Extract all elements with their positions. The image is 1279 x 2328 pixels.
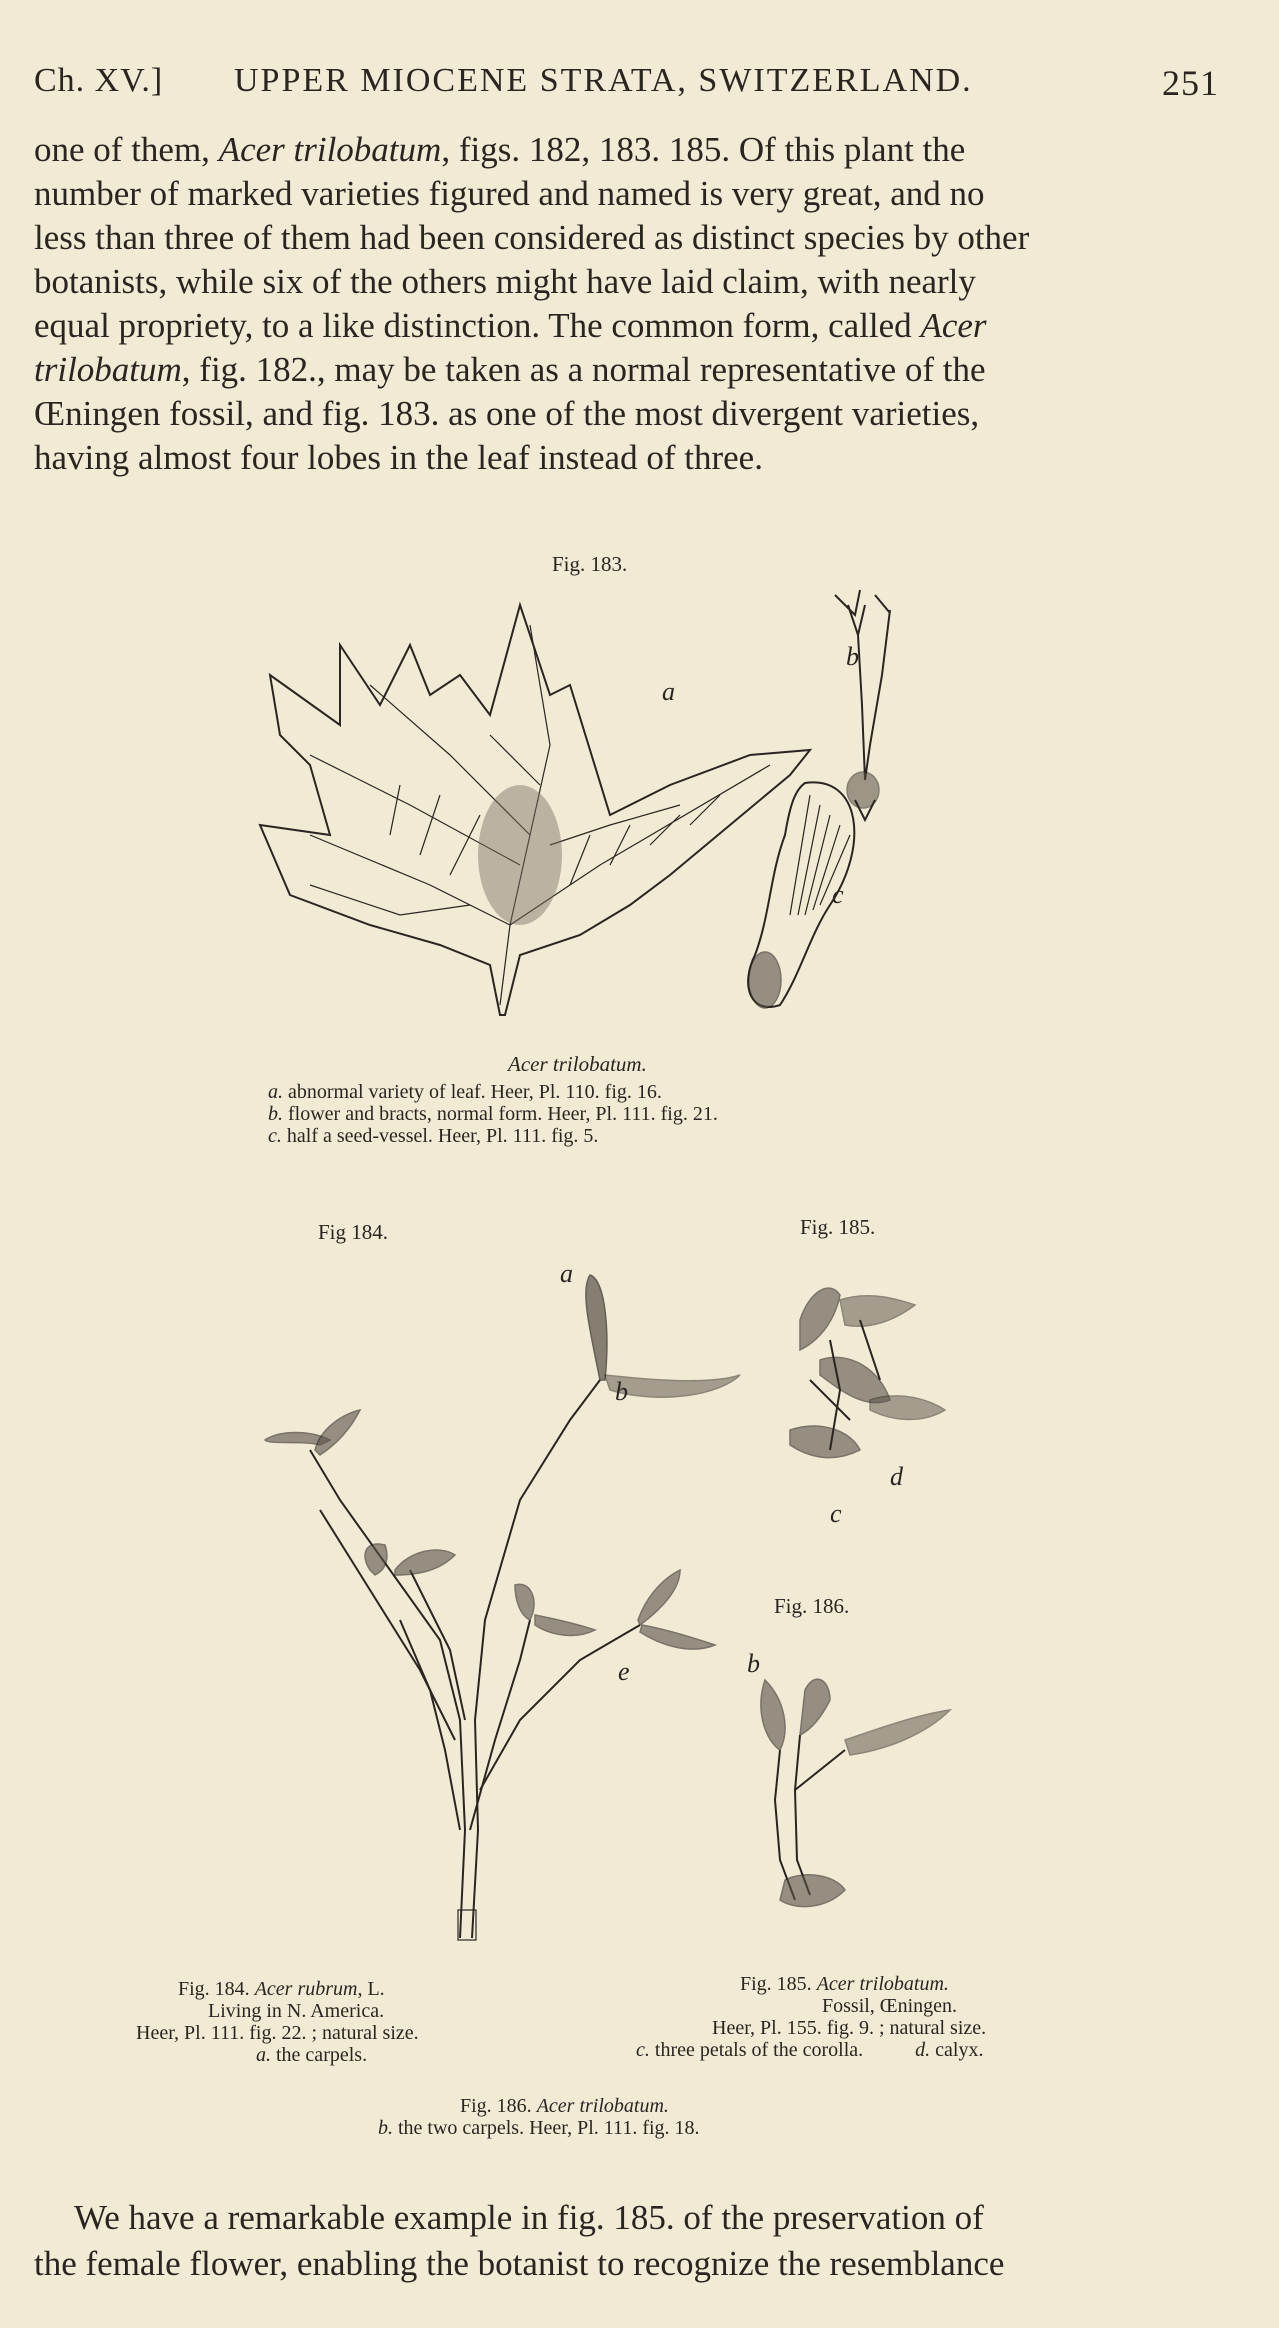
page-number: 251 bbox=[1162, 63, 1219, 103]
letter-c: c bbox=[830, 1499, 842, 1528]
caption-text: flower and bracts, normal form. Heer, Pl. 111. fig. 21. bbox=[288, 1103, 718, 1125]
caption-title: Acer trilobatum. bbox=[508, 1052, 647, 1076]
caption-row bbox=[268, 1103, 718, 1125]
caption-text: , L. bbox=[357, 1978, 385, 2000]
caption-row bbox=[740, 1973, 986, 1995]
caption-row bbox=[460, 2095, 700, 2117]
caption-key: c. bbox=[268, 1125, 282, 1147]
taxon-name: Acer trilobatum. bbox=[536, 2095, 669, 2117]
running-title: UPPER MIOCENE STRATA, SWITZERLAND. bbox=[234, 62, 973, 99]
caption-row bbox=[636, 2039, 986, 2061]
caption-text: half a seed-vessel. Heer, Pl. 111. fig. 5. bbox=[286, 1125, 599, 1147]
letter-c: c bbox=[832, 880, 844, 909]
text-line bbox=[34, 128, 1184, 172]
caption-text: the two carpels. Heer, Pl. 111. fig. 18. bbox=[393, 2117, 700, 2139]
text-line: Œningen fossil, and fig. 183. as one of the most divergent varieties, bbox=[34, 394, 980, 433]
text-line: having almost four lobes in the leaf instead of three. bbox=[34, 438, 763, 477]
text-line: botanists, while six of the others might have laid claim, with nearly bbox=[34, 262, 976, 301]
taxon-name: trilobatum bbox=[34, 350, 182, 389]
fig-185-caption bbox=[636, 1973, 987, 2061]
caption-key: c. bbox=[636, 2039, 650, 2061]
taxon-name: Acer trilobatum. bbox=[816, 1973, 949, 1995]
text-line bbox=[34, 304, 1184, 348]
text-line: less than three of them had been considered as distinct species by other bbox=[34, 218, 1030, 257]
acer-rubrum-branch-drawing bbox=[265, 1275, 740, 1940]
text-span: one of them, bbox=[34, 130, 219, 169]
caption-key: a. bbox=[268, 1081, 283, 1103]
text-span: , fig. 182., may be taken as a normal representative of the bbox=[181, 350, 986, 389]
flower-bracts-drawing bbox=[835, 590, 890, 820]
caption-text: Fig. 184. bbox=[178, 1978, 255, 2000]
caption-row bbox=[378, 2117, 700, 2139]
caption-row: Heer, Pl. 111. fig. 22. ; natural size. bbox=[136, 2022, 419, 2044]
text-line bbox=[34, 348, 1184, 392]
caption-row bbox=[178, 2044, 419, 2066]
fig-186-illustration bbox=[735, 1640, 965, 1920]
caption-text: Fig. 186. bbox=[460, 2095, 537, 2117]
taxon-name: Acer trilobatum bbox=[218, 130, 442, 169]
fig-183-label: Fig. 183. bbox=[552, 552, 628, 576]
caption-text: Fig. 185. bbox=[740, 1973, 817, 1995]
maple-leaf-drawing bbox=[260, 605, 810, 1015]
text-span: equal propriety, to a like distinction. The common form, called bbox=[34, 306, 921, 345]
fig-184-label: Fig 184. bbox=[318, 1220, 389, 1244]
caption-key: d. bbox=[915, 2039, 931, 2061]
text-span: , figs. 182, 183. 185. Of this plant the bbox=[441, 130, 966, 169]
fig-183-illustration bbox=[250, 585, 970, 1025]
fig-185-label: Fig. 185. bbox=[800, 1215, 876, 1239]
caption-key: b. bbox=[268, 1103, 283, 1125]
caption-row: Living in N. America. bbox=[208, 2000, 385, 2022]
letter-d: d bbox=[890, 1462, 903, 1491]
fig-184-illustration bbox=[260, 1259, 750, 1950]
letter-a: a bbox=[560, 1259, 573, 1288]
text-line: number of marked varieties figured and named is very great, and no bbox=[34, 174, 985, 213]
caption-row bbox=[268, 1125, 718, 1147]
caption-text: abnormal variety of leaf. Heer, Pl. 110. fig. 16. bbox=[288, 1081, 662, 1103]
caption-key: a. bbox=[256, 2044, 271, 2066]
fig-183-caption bbox=[268, 1081, 718, 1147]
letter-b: b bbox=[615, 1377, 628, 1406]
taxon-name: Acer rubrum bbox=[254, 1978, 358, 2000]
fig-184-caption bbox=[136, 1978, 419, 2066]
paragraph-1 bbox=[34, 128, 1184, 480]
text-line: We have a remarkable example in fig. 185. of the preservation of bbox=[74, 2198, 984, 2237]
caption-row: Fossil, Œningen. bbox=[822, 1995, 958, 2017]
caption-key: b. bbox=[378, 2117, 393, 2139]
caption-row: Heer, Pl. 155. fig. 9. ; natural size. bbox=[712, 2017, 987, 2039]
letter-e: e bbox=[618, 1657, 630, 1686]
letter-a: a bbox=[662, 677, 675, 706]
fig-183-caption-title bbox=[508, 1053, 647, 1075]
caption-row bbox=[268, 1081, 718, 1103]
taxon-name: Acer bbox=[920, 306, 987, 345]
caption-text: calyx. bbox=[930, 2039, 984, 2061]
fig-185-illustration bbox=[770, 1260, 970, 1540]
fig-186-caption bbox=[378, 2095, 700, 2139]
chapter-label: Ch. XV.] bbox=[34, 62, 164, 99]
paragraph-2 bbox=[34, 2195, 1224, 2287]
carpels-drawing bbox=[761, 1679, 950, 1906]
caption-text: three petals of the corolla. bbox=[649, 2039, 864, 2061]
letter-b: b bbox=[846, 642, 859, 671]
female-flower-drawing bbox=[790, 1288, 945, 1458]
running-header bbox=[34, 62, 1219, 112]
fig-186-label: Fig. 186. bbox=[774, 1594, 850, 1618]
letter-b: b bbox=[747, 1649, 760, 1678]
caption-text: the carpels. bbox=[271, 2044, 368, 2066]
text-line: the female flower, enabling the botanist to recognize the resemblance bbox=[34, 2244, 1005, 2283]
caption-row bbox=[178, 1978, 419, 2000]
